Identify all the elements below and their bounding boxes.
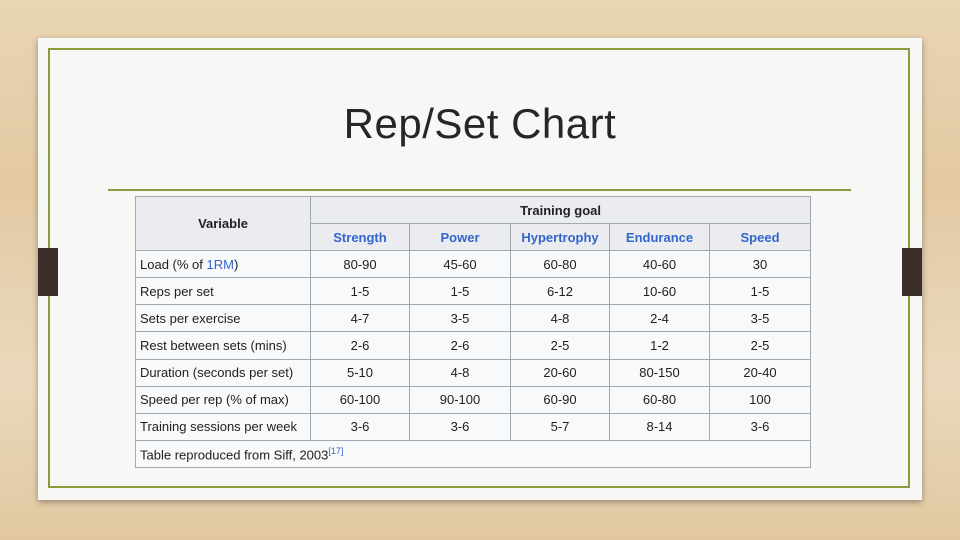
slide-title: Rep/Set Chart: [343, 100, 617, 147]
title-divider: [108, 189, 851, 191]
variable-header: Variable: [136, 197, 311, 251]
row-label: [136, 386, 311, 413]
table-cell: 5-10: [311, 359, 410, 386]
table-row: [136, 386, 811, 413]
goal-header-endurance[interactable]: Endurance: [610, 224, 710, 251]
table-cell: 60-100: [311, 386, 410, 413]
row-label-suffix: ): [233, 256, 239, 272]
table-cell: 2-5: [511, 332, 610, 359]
table-row: [136, 413, 811, 440]
table-cell: 8-14: [610, 413, 710, 440]
table-cell: 60-90: [511, 386, 610, 413]
goal-header-hypertrophy[interactable]: Hypertrophy: [511, 224, 610, 251]
table-cell: 10-60: [610, 278, 710, 305]
table-cell: 100: [710, 386, 811, 413]
table-cell: 2-6: [311, 332, 410, 359]
table-cell: 2-4: [610, 305, 710, 332]
row-label: [136, 305, 311, 332]
table-cell: 2-5: [710, 332, 811, 359]
row-label-text: Speed per rep (% of max): [140, 392, 289, 408]
table-cell: 30: [710, 251, 811, 278]
table-row: [136, 332, 811, 359]
table-cell: 1-5: [410, 278, 511, 305]
table-cell: 80-90: [311, 251, 410, 278]
table-row: [136, 278, 811, 305]
table-footnote: [136, 441, 811, 468]
table-cell: 1-5: [710, 278, 811, 305]
goal-header-strength[interactable]: Strength: [311, 224, 410, 251]
table-cell: 2-6: [410, 332, 511, 359]
table-cell: 6-12: [511, 278, 610, 305]
row-label-text: Duration (seconds per set): [140, 365, 294, 381]
table-cell: 5-7: [511, 413, 610, 440]
row-label: [136, 359, 311, 386]
training-goal-header: Training goal: [311, 197, 811, 224]
goal-header-power[interactable]: Power: [410, 224, 511, 251]
row-label-text: Reps per set: [140, 283, 214, 299]
table-cell: 45-60: [410, 251, 511, 278]
table-cell: 60-80: [511, 251, 610, 278]
table-cell: 20-40: [710, 359, 811, 386]
row-label-text: Training sessions per week: [140, 419, 298, 435]
row-label-text: Rest between sets (mins): [140, 337, 287, 353]
table-cell: 3-5: [410, 305, 511, 332]
row-label-link[interactable]: 1RM: [206, 256, 234, 272]
row-label-text: Load (% of: [140, 256, 207, 272]
right-side-tab: [902, 248, 922, 296]
table-cell: 3-6: [311, 413, 410, 440]
table-cell: 80-150: [610, 359, 710, 386]
rep-set-table: [135, 196, 811, 468]
row-label-text: Sets per exercise: [140, 310, 241, 326]
table-cell: 4-8: [511, 305, 610, 332]
table-cell: 90-100: [410, 386, 511, 413]
row-label: [136, 332, 311, 359]
table-body: [136, 251, 811, 441]
row-label: [136, 278, 311, 305]
table-cell: 40-60: [610, 251, 710, 278]
table-cell: 1-2: [610, 332, 710, 359]
footnote-reference-link[interactable]: [17]: [328, 445, 344, 456]
table-cell: 3-6: [410, 413, 511, 440]
table-row: [136, 359, 811, 386]
goal-header-speed[interactable]: Speed: [710, 224, 811, 251]
table-cell: 3-6: [710, 413, 811, 440]
table-row: [136, 305, 811, 332]
table-row: [136, 251, 811, 278]
row-label: [136, 251, 311, 278]
footnote-text: Table reproduced from Siff, 2003: [140, 447, 329, 463]
table-cell: 3-5: [710, 305, 811, 332]
table-cell: 4-7: [311, 305, 410, 332]
left-side-tab: [38, 248, 58, 296]
row-label: [136, 413, 311, 440]
table-cell: 1-5: [311, 278, 410, 305]
table-cell: 20-60: [511, 359, 610, 386]
table-cell: 4-8: [410, 359, 511, 386]
table-cell: 60-80: [610, 386, 710, 413]
